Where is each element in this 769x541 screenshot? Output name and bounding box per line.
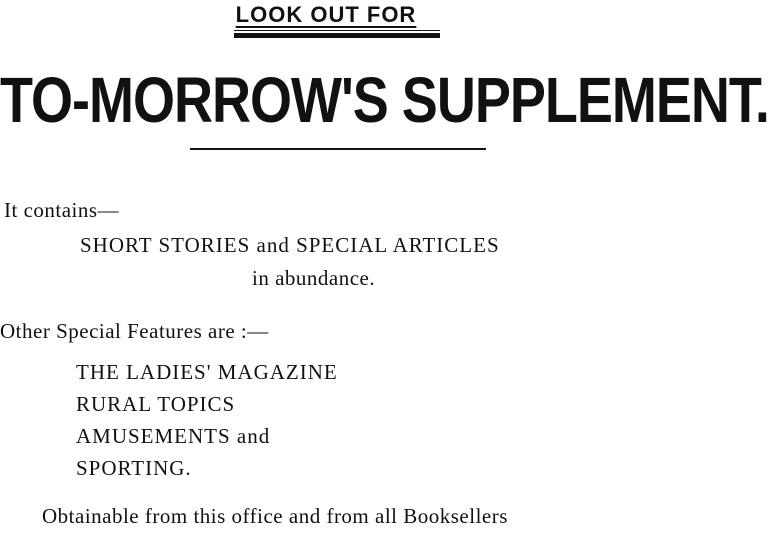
kicker-heading: LOOK OUT FOR — [235, 2, 417, 27]
footer-text: Obtainable from this office and from all Booksellers — [42, 504, 508, 528]
main-title: TO-MORROW'S SUPPLEMENT. — [0, 65, 769, 136]
feature-item: RURAL TOPICS — [76, 392, 236, 416]
title-divider — [190, 148, 486, 150]
feature-item: THE LADIES' MAGAZINE — [76, 360, 338, 384]
intro-line-2: in abundance. — [252, 266, 376, 290]
feature-item: AMUSEMENTS and — [76, 424, 271, 448]
features-lead: Other Special Features are :— — [0, 319, 269, 343]
kicker-rule-thin — [234, 30, 440, 31]
kicker-rule-thick — [234, 33, 440, 38]
intro-lead: It contains— — [4, 198, 120, 222]
intro-line-1: SHORT STORIES and SPECIAL ARTICLES — [80, 233, 500, 257]
feature-item: SPORTING. — [76, 456, 192, 480]
